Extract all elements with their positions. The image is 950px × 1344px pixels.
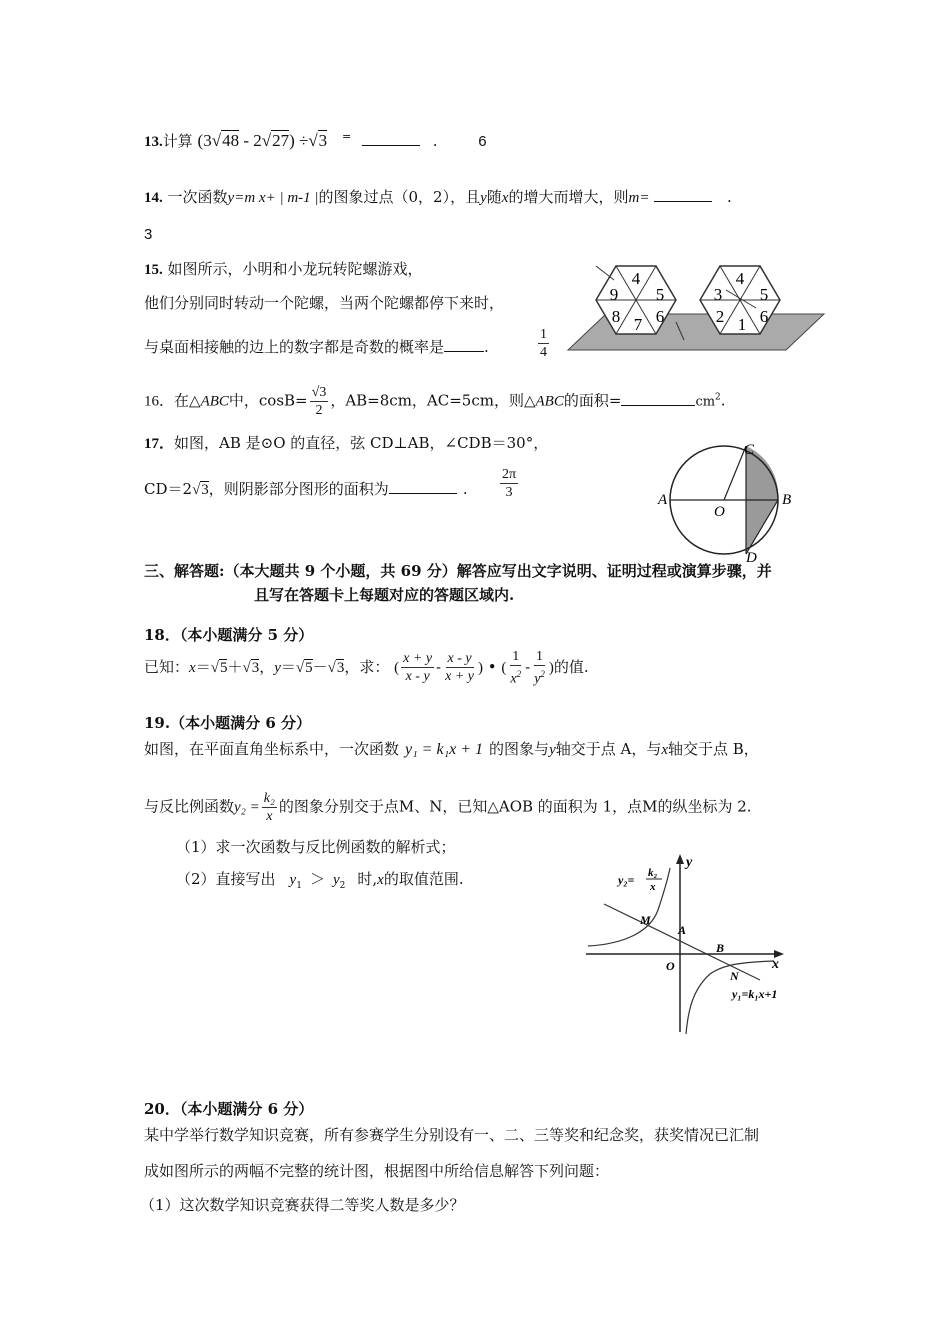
q19-x: x — [661, 742, 669, 758]
q19-k2: k₂ — [263, 791, 275, 806]
graph-k2: k₂ — [648, 867, 658, 879]
q14-text4: 的增大而增大，则 — [508, 188, 629, 206]
q20-text2: 成如图所示的两幅不完整的统计图，根据图中所给信息解答下列问题： — [144, 1162, 610, 1180]
q20-part1: （1）这次数学知识竞赛获得二等奖人数是多少？ — [140, 1196, 465, 1214]
q13-line — [144, 130, 487, 151]
q19-y2-expr: y₂ = — [234, 799, 260, 816]
right-bottom-num-3: 6 — [759, 307, 769, 326]
q19-part2-b: 时, — [357, 870, 378, 888]
q15-text3: 与桌面相接触的边上的数字都是奇数的概率是 — [144, 338, 445, 356]
graph-y-axis-label: y — [686, 855, 693, 870]
q18-r5b: 5 — [305, 659, 313, 676]
q19-xd: x — [266, 809, 273, 824]
q15-text1: 如图所示，小明和小龙玩转陀螺游戏， — [167, 260, 423, 278]
q16-abc: ABC — [200, 393, 229, 410]
q13-label: 计算 — [162, 132, 193, 150]
section3-title: 三、解答题:（本大题共 9 个小题，共 69 分）解答应写出文字说明、证明过程或演算步骤，并 — [144, 562, 772, 580]
q19-y1-expr: y₁ = k₁x + 1 — [405, 741, 484, 758]
left-top-num-2: 9 — [609, 285, 619, 304]
q20-title: 20．（本小题满分 6 分） — [144, 1100, 314, 1118]
q17-number: 17． — [144, 436, 175, 452]
q16-text1: 在△ — [174, 391, 201, 410]
q18-f4-num: 1 — [536, 649, 544, 664]
q15-answer-numerator: 1 — [540, 327, 547, 342]
q16-abc-2: ABC — [535, 393, 564, 410]
q18-f2-num: x - y — [447, 651, 472, 667]
q17-line1 — [144, 432, 548, 453]
q16-answer-blank — [621, 391, 695, 406]
section3-subtitle: 且写在答题卡上每题对应的答题区域内. — [254, 586, 515, 604]
right-bottom-num-1: 2 — [715, 307, 725, 326]
q14-x: x — [501, 190, 509, 206]
right-top-num-2: 3 — [713, 285, 723, 304]
q18-f3-den: x — [510, 671, 517, 687]
q13-equals: = — [341, 130, 352, 143]
left-top-num-1: 4 — [631, 269, 641, 288]
q16-text2: 中，cosB= — [228, 391, 308, 410]
q18-y: y — [274, 659, 281, 676]
label-b: B — [782, 492, 792, 508]
q19-part2-a: （2）直接写出 — [176, 870, 276, 888]
q19-text2b: 的图象分别交于点M、N，已知△AOB 的面积为 1，点M的纵坐标为 2. — [278, 797, 752, 816]
q15-number: 15. — [144, 262, 163, 278]
graph-b: B — [716, 941, 725, 955]
q18-f3-num: 1 — [512, 649, 520, 664]
graph-x-axis-label: x — [772, 957, 779, 972]
q18-eq1: ＝ — [195, 657, 211, 676]
q16-unit-sup: 2 — [715, 392, 721, 403]
q18-r5: 5 — [219, 659, 228, 676]
q15-line1 — [144, 258, 423, 279]
graph-o: O — [666, 959, 675, 973]
q19-text1d: 轴交于点 B， — [668, 740, 759, 758]
q18-tail: 的值. — [553, 657, 589, 676]
q15-line3 — [144, 336, 489, 357]
label-o: O — [714, 504, 725, 520]
q14-text: 一次函数 — [167, 188, 228, 206]
q19-x2: x — [377, 872, 384, 888]
q15-answer-blank — [444, 337, 484, 352]
q16-cos-denominator: 2 — [315, 403, 323, 418]
q18-eq2: ＝ — [280, 657, 296, 676]
q15-answer-denominator: 4 — [540, 345, 547, 360]
q18-r3: 3 — [251, 659, 260, 676]
q18-f1-den: x - y — [405, 669, 430, 685]
q14-answer-blank — [654, 187, 712, 202]
graph-a: A — [678, 923, 687, 937]
q19-text1c: 轴交于点 A，与 — [555, 740, 662, 758]
q14-period: . — [727, 188, 732, 206]
q16-unit: cm — [695, 394, 716, 410]
left-bottom-num-1: 8 — [611, 307, 621, 326]
q13-period: . — [432, 132, 438, 150]
q16-number: 16． — [144, 393, 175, 410]
q17-text2a: CD＝2 — [144, 480, 193, 498]
q19-gt: ＞ — [309, 870, 325, 888]
q18-f4-den: y — [534, 671, 541, 687]
graph-n: N — [730, 969, 739, 983]
q16-line — [144, 384, 726, 419]
q18-plus: ＋ — [227, 657, 243, 676]
label-d: D — [746, 550, 757, 564]
q17-answer-denominator: 3 — [505, 485, 513, 500]
q19-y: y — [549, 742, 556, 758]
q15-tops-figure — [566, 262, 828, 354]
q15-period: . — [484, 338, 489, 356]
q18-title: 18．（本小题满分 5 分） — [144, 626, 314, 644]
graph-y2-label: y₂= — [618, 873, 635, 887]
right-top-num-3: 5 — [759, 285, 769, 304]
right-top-num-1: 4 — [735, 269, 745, 288]
q19-line1 — [144, 738, 759, 759]
q13-number: 13. — [144, 134, 163, 150]
left-bottom-num-3: 6 — [655, 307, 665, 326]
q16-text4: 的面积= — [563, 391, 622, 410]
left-top-num-3: 5 — [655, 285, 665, 304]
q18-f1-num: x + y — [403, 651, 433, 667]
q19-y2s: y — [332, 872, 340, 888]
q15-answer — [536, 326, 551, 361]
q18-r3b: 3 — [336, 659, 345, 676]
graph-x-den: x — [650, 881, 656, 893]
q13-expression: (3√48 - 2√27) ÷√3 — [197, 131, 328, 150]
q19-y1s: y — [289, 872, 297, 888]
q17-period: . — [462, 480, 468, 498]
q19-title: 19.（本小题满分 6 分） — [144, 714, 311, 732]
q17-circle-figure — [652, 440, 802, 564]
q19-text1a: 如图，在平面直角坐标系中，一次函数 — [144, 740, 400, 758]
q19-graph — [584, 852, 790, 1036]
graph-m: M — [640, 913, 651, 927]
q14-text2: 的图象过点（0，2），且 — [318, 188, 481, 206]
q18-ask: ，求： — [344, 657, 390, 676]
q18-given: 已知： — [144, 657, 190, 676]
q15-text2: 他们分别同时转动一个陀螺，当两个陀螺都停下来时， — [144, 294, 505, 312]
q18-f2-den: x + y — [445, 669, 474, 685]
q14-function: y=m x+ | m-1 | — [227, 190, 319, 206]
q14-number: 14. — [144, 190, 163, 206]
q19-part2: （2）直接写出 $y_1 > y_2$ 时,x的取值范围. — [176, 870, 464, 891]
q14-m: m= — [628, 190, 650, 206]
q19-line2 — [144, 790, 752, 825]
q17-text2b: ，则阴影部分图形的面积为 — [208, 480, 389, 498]
q14-text3: 随 — [486, 188, 502, 206]
q16-text3: ，AB=8cm，AC=5cm，则△ — [330, 391, 536, 410]
left-bottom-num-2: 7 — [633, 315, 643, 334]
q17-answer — [498, 466, 520, 501]
q16-cos-numerator: √3 — [311, 385, 327, 400]
q19-part2-c: 的取值范围. — [383, 870, 464, 888]
label-c: C — [744, 442, 755, 458]
q20-text1: 某中学举行数学知识竞赛，所有参赛学生分别设有一、二、三等奖和纪念奖，获奖情况已汇制 — [144, 1126, 760, 1144]
right-bottom-num-2: 1 — [737, 315, 747, 334]
q16-period: . — [720, 391, 726, 410]
q14-line — [144, 186, 732, 207]
q17-answer-blank — [389, 479, 457, 494]
table-surface — [568, 314, 824, 350]
q14-y: y — [480, 190, 487, 206]
q19-text1b: 的图象与 — [489, 740, 550, 758]
graph-y1-label: y₁=k₁x+1 — [732, 987, 778, 1001]
q17-text1: 如图，AB 是⊙O 的直径，弦 CD⊥AB，∠CDB＝30°， — [174, 434, 549, 452]
q17-answer-numerator: 2π — [502, 467, 517, 482]
q13-answer: 6 — [478, 133, 487, 150]
q17-line2: CD＝2√3，则阴影部分图形的面积为 . — [144, 480, 468, 498]
q18-minus: － — [312, 657, 328, 676]
q19-text2a: 与反比例函数 — [144, 797, 235, 816]
q19-part1: （1）求一次函数与反比例函数的解析式； — [176, 838, 456, 856]
q14-answer: 3 — [144, 226, 153, 243]
q18-body: 已知：x＝√5＋√3，y＝√5－√3，求： ( $\frac{x + y}{x - y}$ - $\frac{x - y}{x + y}$ ) • ( $\frac{1}{x^2}$ - $\frac{1}{y^2}$ )的值. — [144, 649, 589, 687]
q13-answer-blank — [362, 131, 420, 146]
label-a: A — [658, 492, 668, 508]
q18-x: x — [189, 659, 196, 676]
q17-radicand: 3 — [201, 482, 209, 498]
